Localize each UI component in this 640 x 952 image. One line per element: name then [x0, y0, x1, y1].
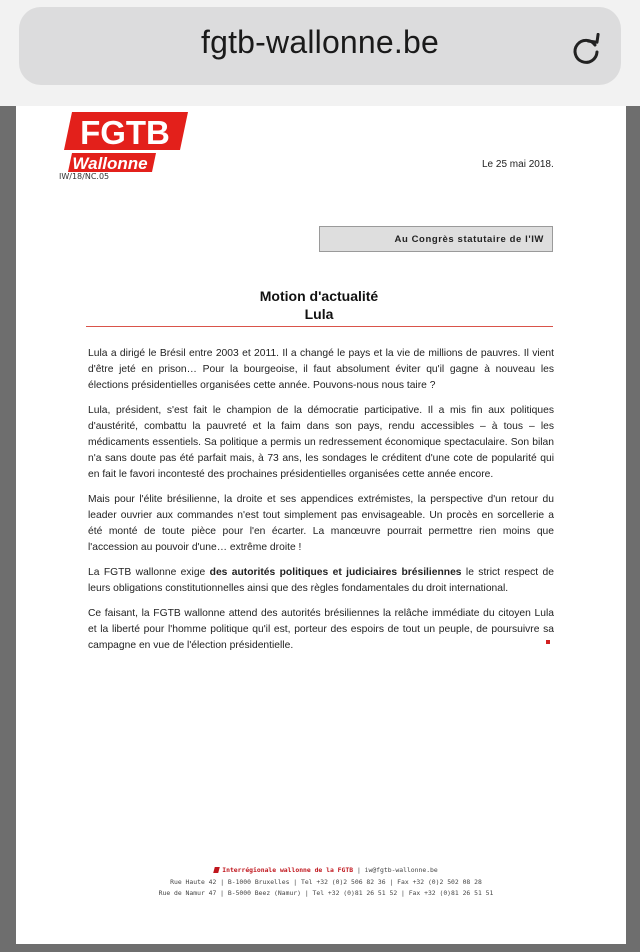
- browser-toolbar: [0, 0, 640, 106]
- end-mark: [546, 640, 550, 644]
- footer-organization: [106, 866, 546, 874]
- footer-org-name: Interrégionale wallonne de la FGTB: [222, 866, 354, 874]
- address-bar[interactable]: [19, 7, 621, 85]
- fgtb-wallonne-logo: [62, 110, 202, 176]
- paragraph: Ce faisant, la FGTB wallonne attend des autorités brésiliennes la relâche immédiate du citoyen Lula et la liberté pour l'homme politique qu'il est, porteur des espoirs de tout un peuple, de poursuivre sa campagne en vue de l'élection présidentielle.: [88, 608, 554, 651]
- paragraph: [88, 565, 554, 597]
- paragraph: Lula, président, s'est fait le champion de la démocratie participative. Il a mis fin aux politiques d'austérité, combattu la pauvreté et la faim dans son pays, rendu accessibles – à tous – les médicaments essentiels. Sa politique a permis un redressement économique spectaculaire. Son bilan n'a sans doute pas été parfait mais, à 73 ans, les sondages le créditent d'une cote de popularité qui en fait le favori incontesté des prochaines présidentielles organisées cette année encore.: [88, 405, 554, 480]
- reload-icon[interactable]: [569, 33, 603, 67]
- document-body: [88, 346, 554, 663]
- document-date: Le 25 mai 2018.: [482, 159, 554, 170]
- paragraph-text: le strict respect de leurs obligations constitutionnelles ainsi que des règles fondamentales du droit international.: [88, 567, 554, 594]
- document-title: Motion d'actualité: [259, 288, 379, 304]
- document-subtitle: Lula: [304, 306, 334, 322]
- footer-address-namur: Rue de Namur 47 | B-5000 Beez (Namur) | Tel +32 (0)81 26 51 52 | Fax +32 (0)81 26 51 51: [158, 889, 494, 897]
- paragraph-emphasis: des autorités politiques et judiciaires brésiliennes: [209, 567, 462, 578]
- footer-address-brussels: Rue Haute 42 | B-1000 Bruxelles | Tel +32 (0)2 506 82 36 | Fax +32 (0)2 502 08 28: [170, 878, 482, 886]
- title-divider: [86, 326, 553, 327]
- paragraph-text: La FGTB wallonne exige: [88, 567, 210, 578]
- paragraph: Lula a dirigé le Brésil entre 2003 et 2011. Il a changé le pays et la vie de millions de pauvres. Il vient d'être jeté en prison… Pour la bourgeoise, il faut absolument éviter qu'il gagne à nouveau les élections présidentielles organisées cette année. Pouvons-nous nous taire ?: [88, 348, 554, 391]
- recipient-box: [319, 226, 553, 252]
- paragraph: Mais pour l'élite brésilienne, la droite et ses appendices extrémistes, la perspective d'un retour du leader ouvrier aux commandes n'est tout simplement pas envisageable. Un procès en sorcellerie a été monté de toute pièce pour l'en écarter. La manœuvre pourrait permettre rien moins que l'accession au pouvoir d'une… extrême droite !: [88, 494, 554, 553]
- footer-email[interactable]: | iw@fgtb-wallonne.be: [356, 866, 438, 874]
- document-reference: IW/18/NC.05: [59, 172, 110, 181]
- url-text[interactable]: fgtb-wallonne.be: [200, 24, 440, 60]
- slash-icon: [213, 867, 220, 873]
- svg-text:FGTB: FGTB: [80, 114, 170, 151]
- svg-text:Wallonne: Wallonne: [72, 154, 148, 173]
- recipient-label: Au Congrès statutaire de l'IW: [394, 234, 544, 245]
- document-page: [16, 106, 626, 944]
